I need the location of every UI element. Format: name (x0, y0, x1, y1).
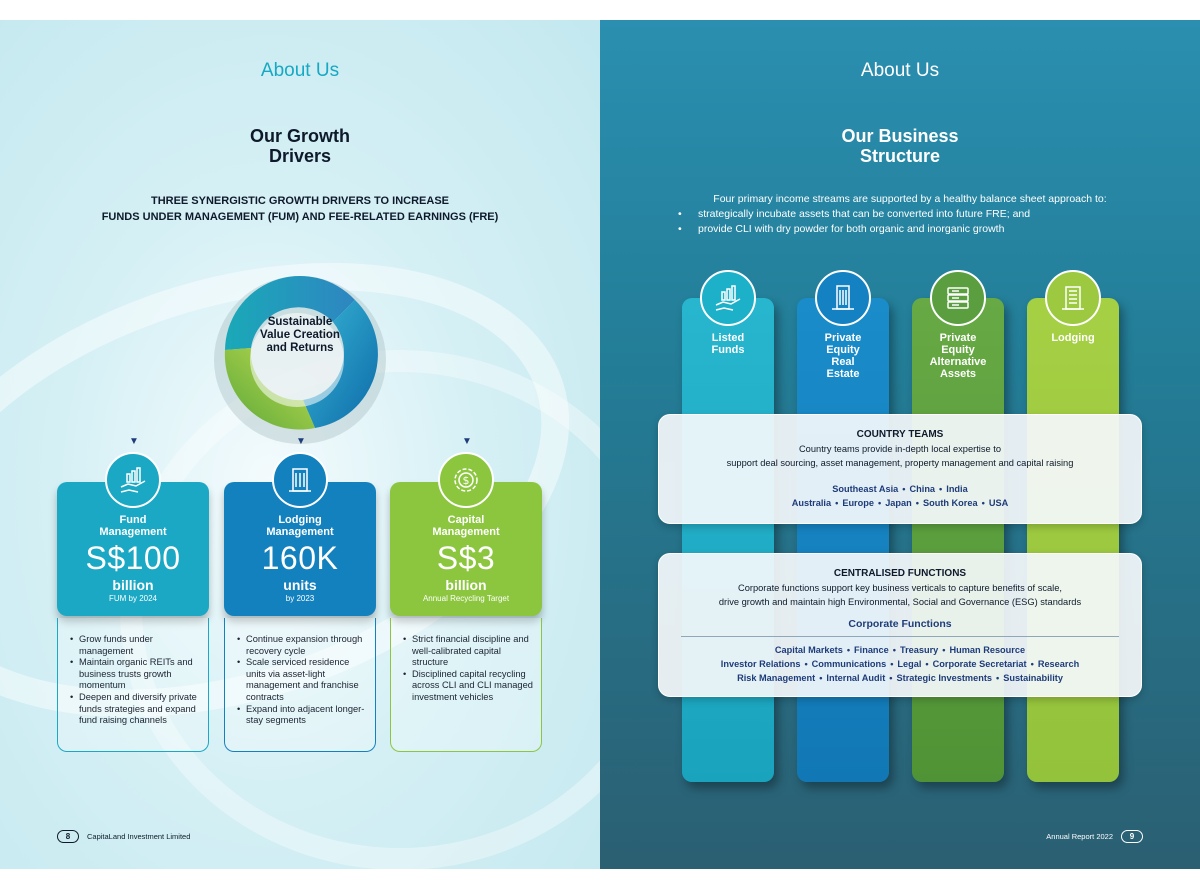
lodging-management-bullets (224, 618, 376, 752)
hand-growth-icon (105, 452, 161, 508)
centralised-functions-panel: CENTRALISED FUNCTIONS Corporate functions support key business verticals to capture benefits of scale, drive growth and maintain high Environmental, Social and Governance (ESG) standards Corporate Functions Capital Markets • Finance • Treasury • Human Resource Investor Relations • Communications • Legal • Corporate Secretariat • Research Risk Management • Internal Audit • Strategic Investments • Sustainability (658, 553, 1142, 697)
list-item: • provide CLI with dry powder for both organic and inorganic growth (678, 222, 1160, 237)
lodging-management-card: Lodging Management 160K units by 2023 (224, 482, 376, 616)
list-item: • Deepen and diversify private funds strategies and expand fund raising channels (70, 692, 202, 727)
down-arrow-icon: ▼ (129, 436, 139, 447)
driver-note: FUM by 2024 (108, 594, 158, 603)
panel-title: COUNTRY TEAMS (856, 429, 944, 440)
corporate-functions-subtitle: Corporate Functions (848, 618, 952, 630)
page-number: 8 (57, 830, 79, 843)
panel-title: CENTRALISED FUNCTIONS (833, 568, 967, 579)
right-footer (1046, 830, 1143, 843)
list-item: • Maintain organic REITs and business trusts growth momentum (70, 657, 202, 692)
footer-report: Annual Report 2022 (1046, 832, 1113, 841)
pillar-label: Lodging (1051, 332, 1095, 344)
subheading: THREE SYNERGISTIC GROWTH DRIVERS TO INCREASE FUNDS UNDER MANAGEMENT (FUM) AND FEE-RELATED EARNINGS (FRE) (101, 195, 499, 223)
list-item: • Grow funds under management (70, 634, 202, 657)
pillar-lodging (1027, 298, 1119, 782)
fund-management-bullets (57, 618, 209, 752)
capital-management-card: Capital Management S$3 billion Annual Recycling Target (390, 482, 542, 616)
dollar-cycle-icon (438, 452, 494, 508)
driver-value: 160K (261, 540, 339, 576)
list-item: • Scale serviced residence units via asset-light management and franchise contracts (237, 657, 369, 703)
capital-management-bullets (390, 618, 542, 752)
value-ring-graphic (205, 260, 395, 450)
right-page (600, 20, 1200, 869)
country-teams-panel: COUNTRY TEAMS Country teams provide in-depth local expertise to support deal sourcing, asset management, property management and capital raising Southeast Asia • China • India Australia • Europe • Japan • South Korea • USA (658, 414, 1142, 524)
driver-value: S$3 (436, 540, 496, 576)
section-title: About Us (860, 60, 940, 81)
list-item: • Expand into adjacent longer-stay segments (237, 704, 369, 727)
pillar-label: Listed Funds (711, 332, 745, 356)
svg-text:$: $ (462, 474, 470, 487)
page-heading: Our Business Structure (841, 126, 959, 166)
hotel-icon (1045, 270, 1101, 326)
hand-growth-icon (700, 270, 756, 326)
driver-unit: units (283, 577, 317, 593)
fund-management-card: Fund Management S$100 billion FUM by 2024 (57, 482, 209, 616)
list-item: • Continue expansion through recovery cycle (237, 634, 369, 657)
driver-note: Annual Recycling Target (422, 594, 510, 603)
driver-value: S$100 (85, 540, 181, 576)
pillar-listed-funds (682, 298, 774, 782)
building-icon (272, 452, 328, 508)
pillar-label: Private Equity Alternative Assets (929, 332, 987, 380)
page-number: 9 (1121, 830, 1143, 843)
ring-label: Sustainable Value Creation and Returns (260, 316, 340, 354)
driver-unit: billion (445, 577, 487, 593)
region-list: Southeast Asia • China • India Australia • Europe • Japan • South Korea • USA (791, 484, 1009, 508)
list-item: • Strict financial discipline and well-calibrated capital structure (403, 634, 535, 669)
footer-company: CapitaLand Investment Limited (87, 832, 191, 841)
intro-text: Four primary income streams are supported by a healthy balance sheet approach to: • strategically incubate assets that can be converted into future FRE; and • provide CLI with dry powder for both organic and inorganic growth (660, 192, 1160, 237)
office-tower-icon (815, 270, 871, 326)
function-list: Capital Markets • Finance • Treasury • Human Resource Investor Relations • Communications • Legal • Corporate Secretariat • Research Risk Management • Internal Audit • Strategic Investments • Sustainability (720, 645, 1080, 683)
divider (681, 636, 1119, 637)
data-center-icon (930, 270, 986, 326)
page-heading: Our Growth Drivers (250, 126, 350, 166)
down-arrow-icon: ▼ (296, 436, 306, 447)
driver-unit: billion (112, 577, 154, 593)
driver-note: by 2023 (285, 594, 315, 603)
left-page (0, 20, 600, 869)
list-item: • strategically incubate assets that can be converted into future FRE; and (678, 207, 1160, 222)
pillar-label: Private Equity Real Estate (824, 332, 862, 380)
down-arrow-icon: ▼ (462, 436, 472, 447)
section-title: About Us (260, 60, 340, 81)
list-item: • Disciplined capital recycling across CLI and CLI managed investment vehicles (403, 669, 535, 704)
left-footer (57, 830, 190, 843)
